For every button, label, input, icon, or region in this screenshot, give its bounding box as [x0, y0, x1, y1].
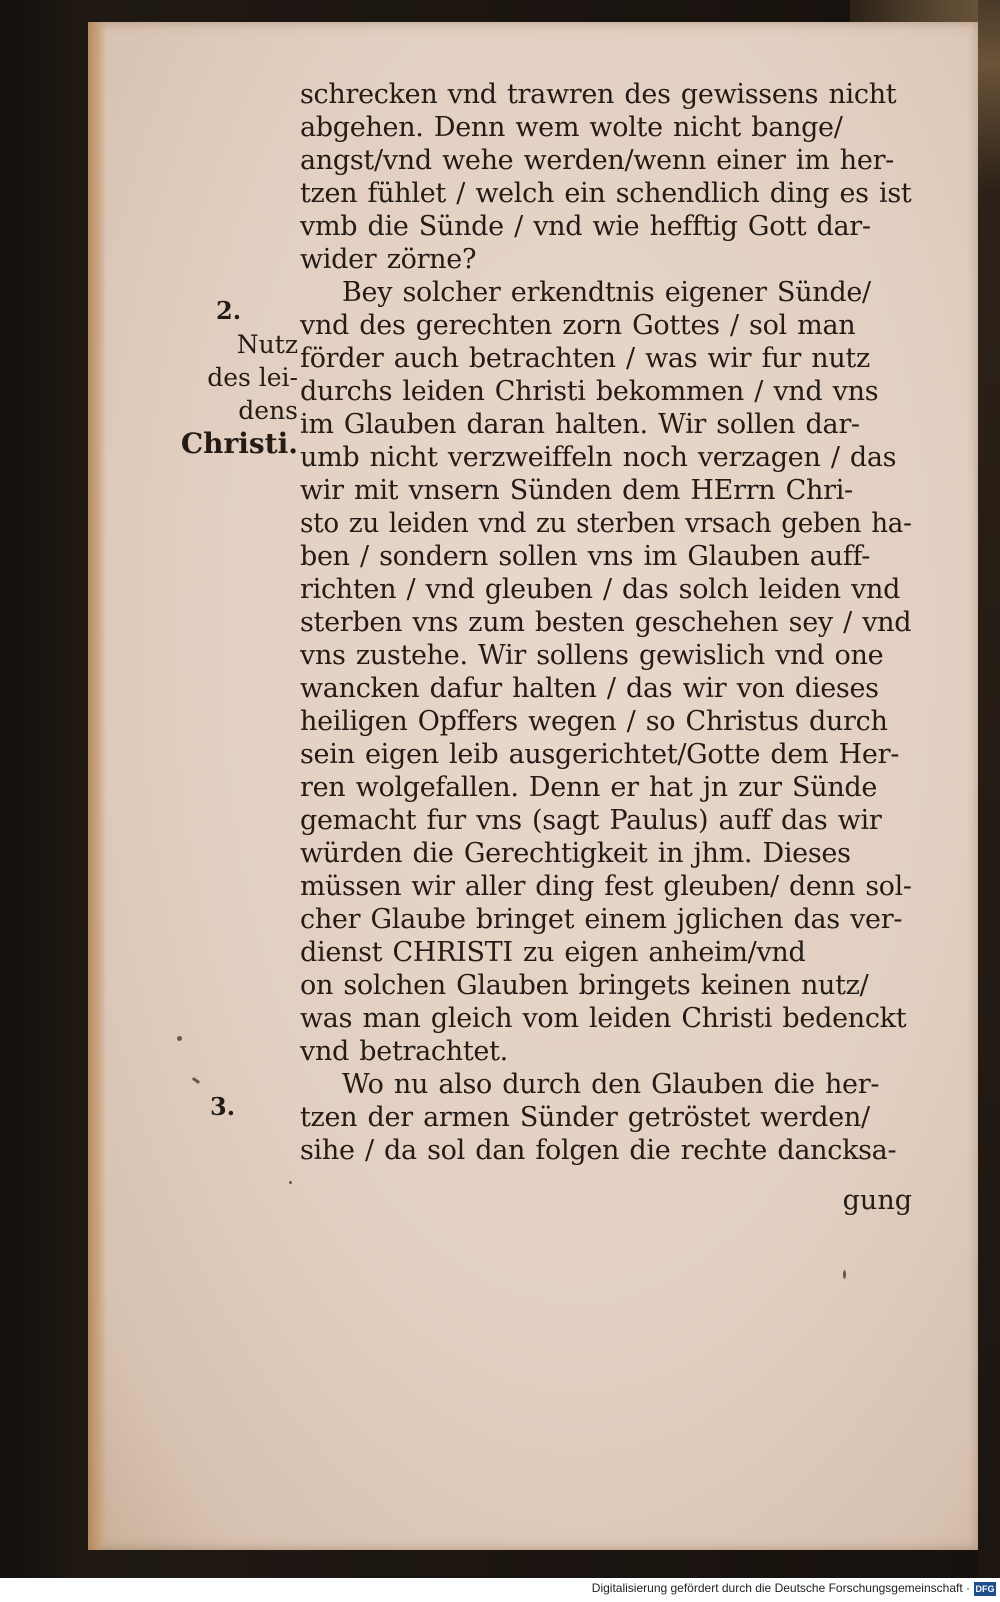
paper-speck [177, 1036, 182, 1041]
text-line: abgehen. Denn wem wolte nicht bange/ [300, 112, 843, 143]
main-text-block [300, 78, 912, 1167]
paper-speck [289, 1181, 292, 1184]
catchword: gung [842, 1185, 912, 1216]
margin-note-line: Christi. [180, 427, 298, 460]
text-line: was man gleich vom leiden Christi bedenckt [300, 1003, 907, 1034]
text-line: umb nicht verzweiffeln noch verzagen / das [300, 442, 897, 473]
text-line: wider zörne? [300, 244, 477, 275]
text-line: vnd betrachtet. [300, 1036, 508, 1067]
text-line: ben / sondern sollen vns im Glauben auff- [300, 541, 871, 572]
dfg-logo: DFG [975, 1584, 995, 1594]
margin-note-nutz-des-leidens [176, 328, 298, 460]
text-line: müssen wir aller ding fest gleuben/ denn sol- [300, 871, 912, 902]
text-line: tzen fühlet / welch ein schendlich ding es ist [300, 178, 912, 209]
text-line: angst/vnd wehe werden/wenn einer im her- [300, 145, 895, 176]
text-line: schrecken vnd trawren des gewissens nicht [300, 79, 897, 110]
margin-note-number-3: 3. [210, 1092, 236, 1121]
text-line: sihe / da sol dan folgen die rechte dancksa- [300, 1135, 897, 1166]
text-line: sein eigen leib ausgerichtet/Gotte dem Her- [300, 739, 900, 770]
footer-credit-text: Digitalisierung gefördert durch die Deutsche Forschungsgemeinschaft · [591, 1581, 970, 1595]
text-line: gemacht fur vns (sagt Paulus) auff das wir [300, 805, 882, 836]
margin-note-number-2: 2. [216, 296, 242, 325]
text-line: wancken dafur halten / das wir von dieses [300, 673, 879, 704]
text-line: Wo nu also durch den Glauben die her- [342, 1069, 880, 1100]
paper-speck [843, 1270, 846, 1279]
text-line: förder auch betrachten / was wir fur nutz [300, 343, 870, 374]
text-line: vnd des gerechten zorn Gottes / sol man [300, 310, 856, 341]
text-line: im Glauben daran halten. Wir sollen dar- [300, 409, 860, 440]
text-line: sterben vns zum besten geschehen sey / vnd [300, 607, 912, 638]
text-line: richten / vnd gleuben / das solch leiden vnd [300, 574, 901, 605]
text-line: wir mit vnsern Sünden dem HErrn Chri- [300, 475, 853, 506]
text-line: vmb die Sünde / vnd wie hefftig Gott dar- [300, 211, 871, 242]
margin-note-line: des lei- [207, 363, 298, 392]
text-line: heiligen Opffers wegen / so Christus durch [300, 706, 888, 737]
margin-note-line: Nutz [236, 330, 298, 359]
text-line: dienst CHRISTI zu eigen anheim/vnd [300, 937, 806, 968]
page-binding-shadow [88, 22, 106, 1550]
text-line: vns zustehe. Wir sollens gewislich vnd one [300, 640, 884, 671]
book-edge-right [978, 0, 1000, 1602]
text-line: tzen der armen Sünder getröstet werden/ [300, 1102, 870, 1133]
text-line: ren wolgefallen. Denn er hat jn zur Sünde [300, 772, 878, 803]
margin-note-line: dens [238, 396, 298, 425]
text-line: sto zu leiden vnd zu sterben vrsach geben ha- [300, 508, 912, 539]
text-line: on solchen Glauben bringets keinen nutz/ [300, 970, 869, 1001]
text-line: würden die Gerechtigkeit in jhm. Dieses [300, 838, 851, 869]
text-line: durchs leiden Christi bekommen / vnd vns [300, 376, 879, 407]
text-line: Bey solcher erkendtnis eigener Sünde/ [342, 277, 871, 308]
text-line: cher Glaube bringet einem jglichen das ver- [300, 904, 903, 935]
